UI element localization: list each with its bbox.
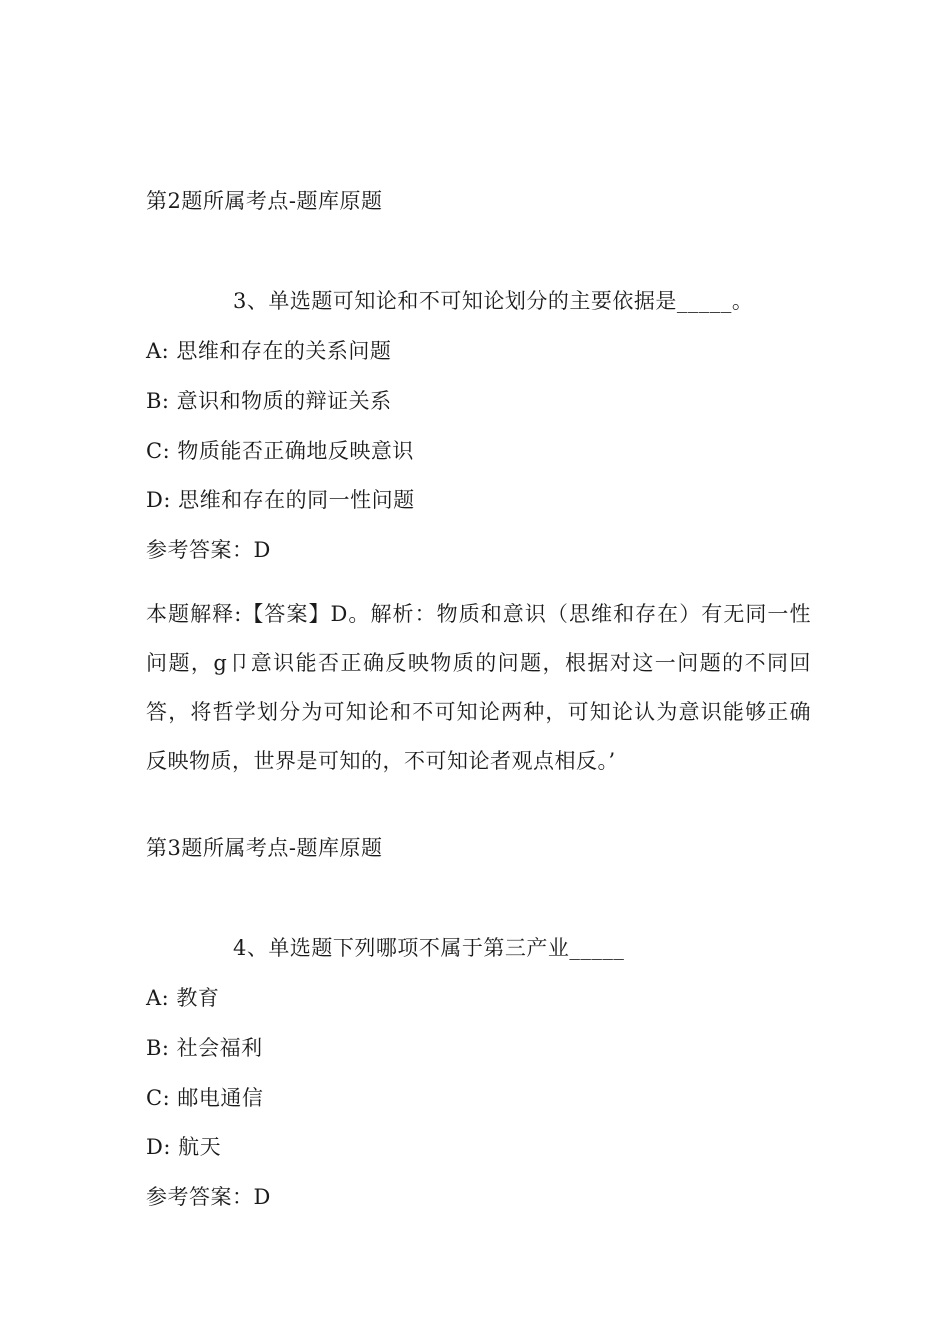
q4-option-d: D: 航天 (146, 1135, 222, 1159)
q4-answer: 参考答案：D (146, 1185, 271, 1209)
q3-answer: 参考答案：D (146, 538, 271, 562)
q3-stem: 3、单选题可知论和不可知论划分的主要依据是_____。 (233, 289, 754, 313)
q4-option-c: C: 邮电通信 (146, 1086, 264, 1110)
q4-option-a: A: 教育 (146, 986, 220, 1010)
q3-option-b: B: 意识和物质的辩证关系 (146, 389, 392, 413)
q3-explanation: 本题解释:【答案】D。解析：物质和意识（思维和存在）有无同一性问题，g卩意识能否正确反映物质的问题，根据对这一问题的不同回答，将哲学划分为可知论和不可知论两种，可知论认为意识能够正确反映物质，世界是可知的，不可知论者观点相反。’ (146, 602, 811, 773)
q3-option-d: D: 思维和存在的同一性问题 (146, 488, 415, 512)
q2-exam-point: 第2题所属考点-题库原题 (146, 189, 383, 213)
q3-option-c: C: 物质能否正确地反映意识 (146, 439, 414, 463)
q4-stem: 4、单选题下列哪项不属于第三产业_____ (233, 936, 625, 960)
q3-option-a: A: 思维和存在的关系问题 (146, 339, 392, 363)
q4-option-b: B: 社会福利 (146, 1036, 263, 1060)
q3-exam-point: 第3题所属考点-题库原题 (146, 836, 383, 860)
